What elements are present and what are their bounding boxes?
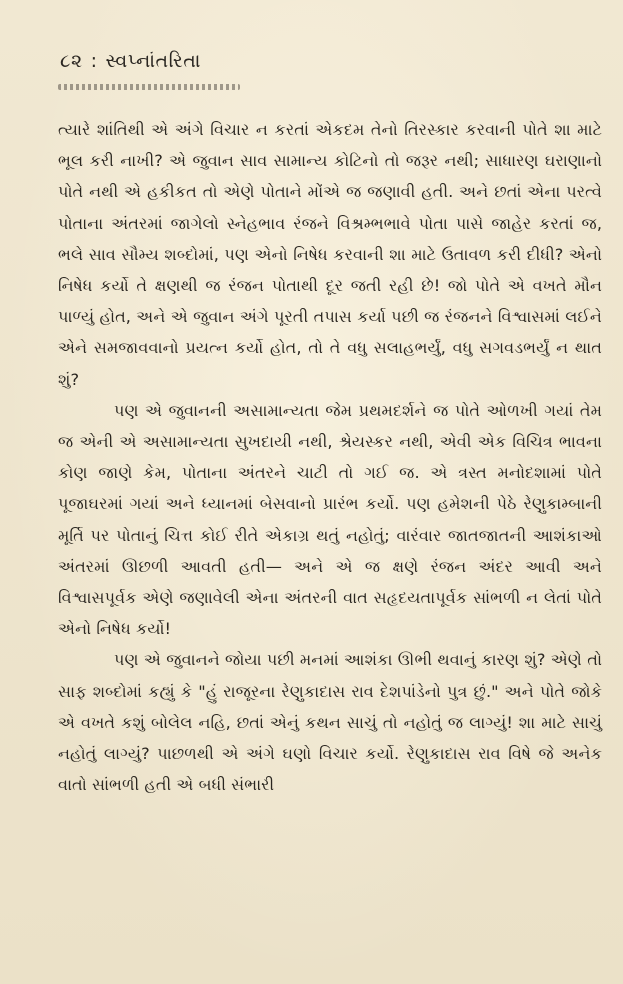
header-underline xyxy=(58,84,240,90)
paragraph-3: પણ એ જુવાનને જોયા પછી મનમાં આશંકા ઊભી થવાનું કારણ શું? એણે તો સાફ શબ્દોમાં કહ્યું કે "હું રાજૂરના રેણુકાદાસ રાવ દેશપાંડેનો પુત્ર છું." અને પોતે જોકે એ વખતે કશું બોલેલ નહિ, છતાં એનું કથન સાચું તો નહોતું જ લાગ્યું! શા માટે સાચું નહોતું લાગ્યું? પાછળથી એ અંગે ઘણો વિચાર કર્યો. રેણુકાદાસ રાવ વિષે જે અનેક વાતો સાંભળી હતી એ બધી સંભારી xyxy=(58,650,602,795)
page-number: ૮૨ xyxy=(60,50,83,72)
body-text xyxy=(58,114,602,800)
paragraph-1: ત્યારે શાંતિથી એ અંગે વિચાર ન કરતાં એકદમ તેનો તિરસ્કાર કરવાની પોતે શા માટે ભૂલ કરી નાખી? એ જુવાન સાવ સામાન્ય કોટિનો તો જરૂર નથી; સાધારણ ઘરાણાનો પોતે નથી એ હકીકત તો એણે પોતાને મોંએ જ જણાવી હતી. અને છતાં એના પરત્વે પોતાના અંતરમાં જાગેલો સ્નેહભાવ રંજને વિશ્રમ્ભભાવે પોતા પાસે જાહેર કરતાં જ, ભલે સાવ સૌમ્ય શબ્દોમાં, પણ એનો નિષેધ કરવાની શા માટે ઉતાવળ કરી દીધી? એનો નિષેધ કર્યો તે ક્ષણથી જ રંજન પોતાથી દૂર જતી રહી છે! જો પોતે એ વખતે મૌન પાળ્યું હોત, અને એ જુવાન અંગે પૂરતી તપાસ કર્યા પછી જ રંજનને વિશ્વાસમાં લઈને એને સમજાવવાનો પ્રયત્ન કર્યો હોત, તો તે વધુ સલાહભર્યું, વધુ સગવડભર્યું ન થાત શું? xyxy=(58,120,602,389)
running-header xyxy=(60,50,201,72)
paragraph-2: પણ એ જુવાનની અસામાન્યતા જેમ પ્રથમદર્શને જ પોતે ઓળખી ગયાં તેમ જ એની એ અસામાન્યતા સુખદાયી નથી, શ્રેયસ્કર નથી, એવી એક વિચિત્ર ભાવના કોણ જાણે કેમ, પોતાના અંતરને ચાટી તો ગઈ જ. એ ત્રસ્ત મનોદશામાં પોતે પૂજાઘરમાં ગયાં અને ધ્યાનમાં બેસવાનો પ્રારંભ કર્યો. પણ હમેશની પેઠે રેણુકામ્બાની મૂર્તિ પર પોતાનું ચિત્ત કોઈ રીતે એકાગ્ર થતું નહોતું; વારંવાર જાતજાતની આશંકાઓ અંતરમાં ઊછળી આવતી હતી— અને એ જ ક્ષણે રંજન અંદર આવી અને વિશ્વાસપૂર્વક એણે જણાવેલી એના અંતરની વાત સહૃદયતાપૂર્વક સાંભળી ન લેતાં પોતે એનો નિષેધ કર્યો! xyxy=(58,400,602,639)
header-separator: : xyxy=(90,50,98,72)
chapter-title: સ્વપ્નાંતરિતા xyxy=(105,50,201,72)
